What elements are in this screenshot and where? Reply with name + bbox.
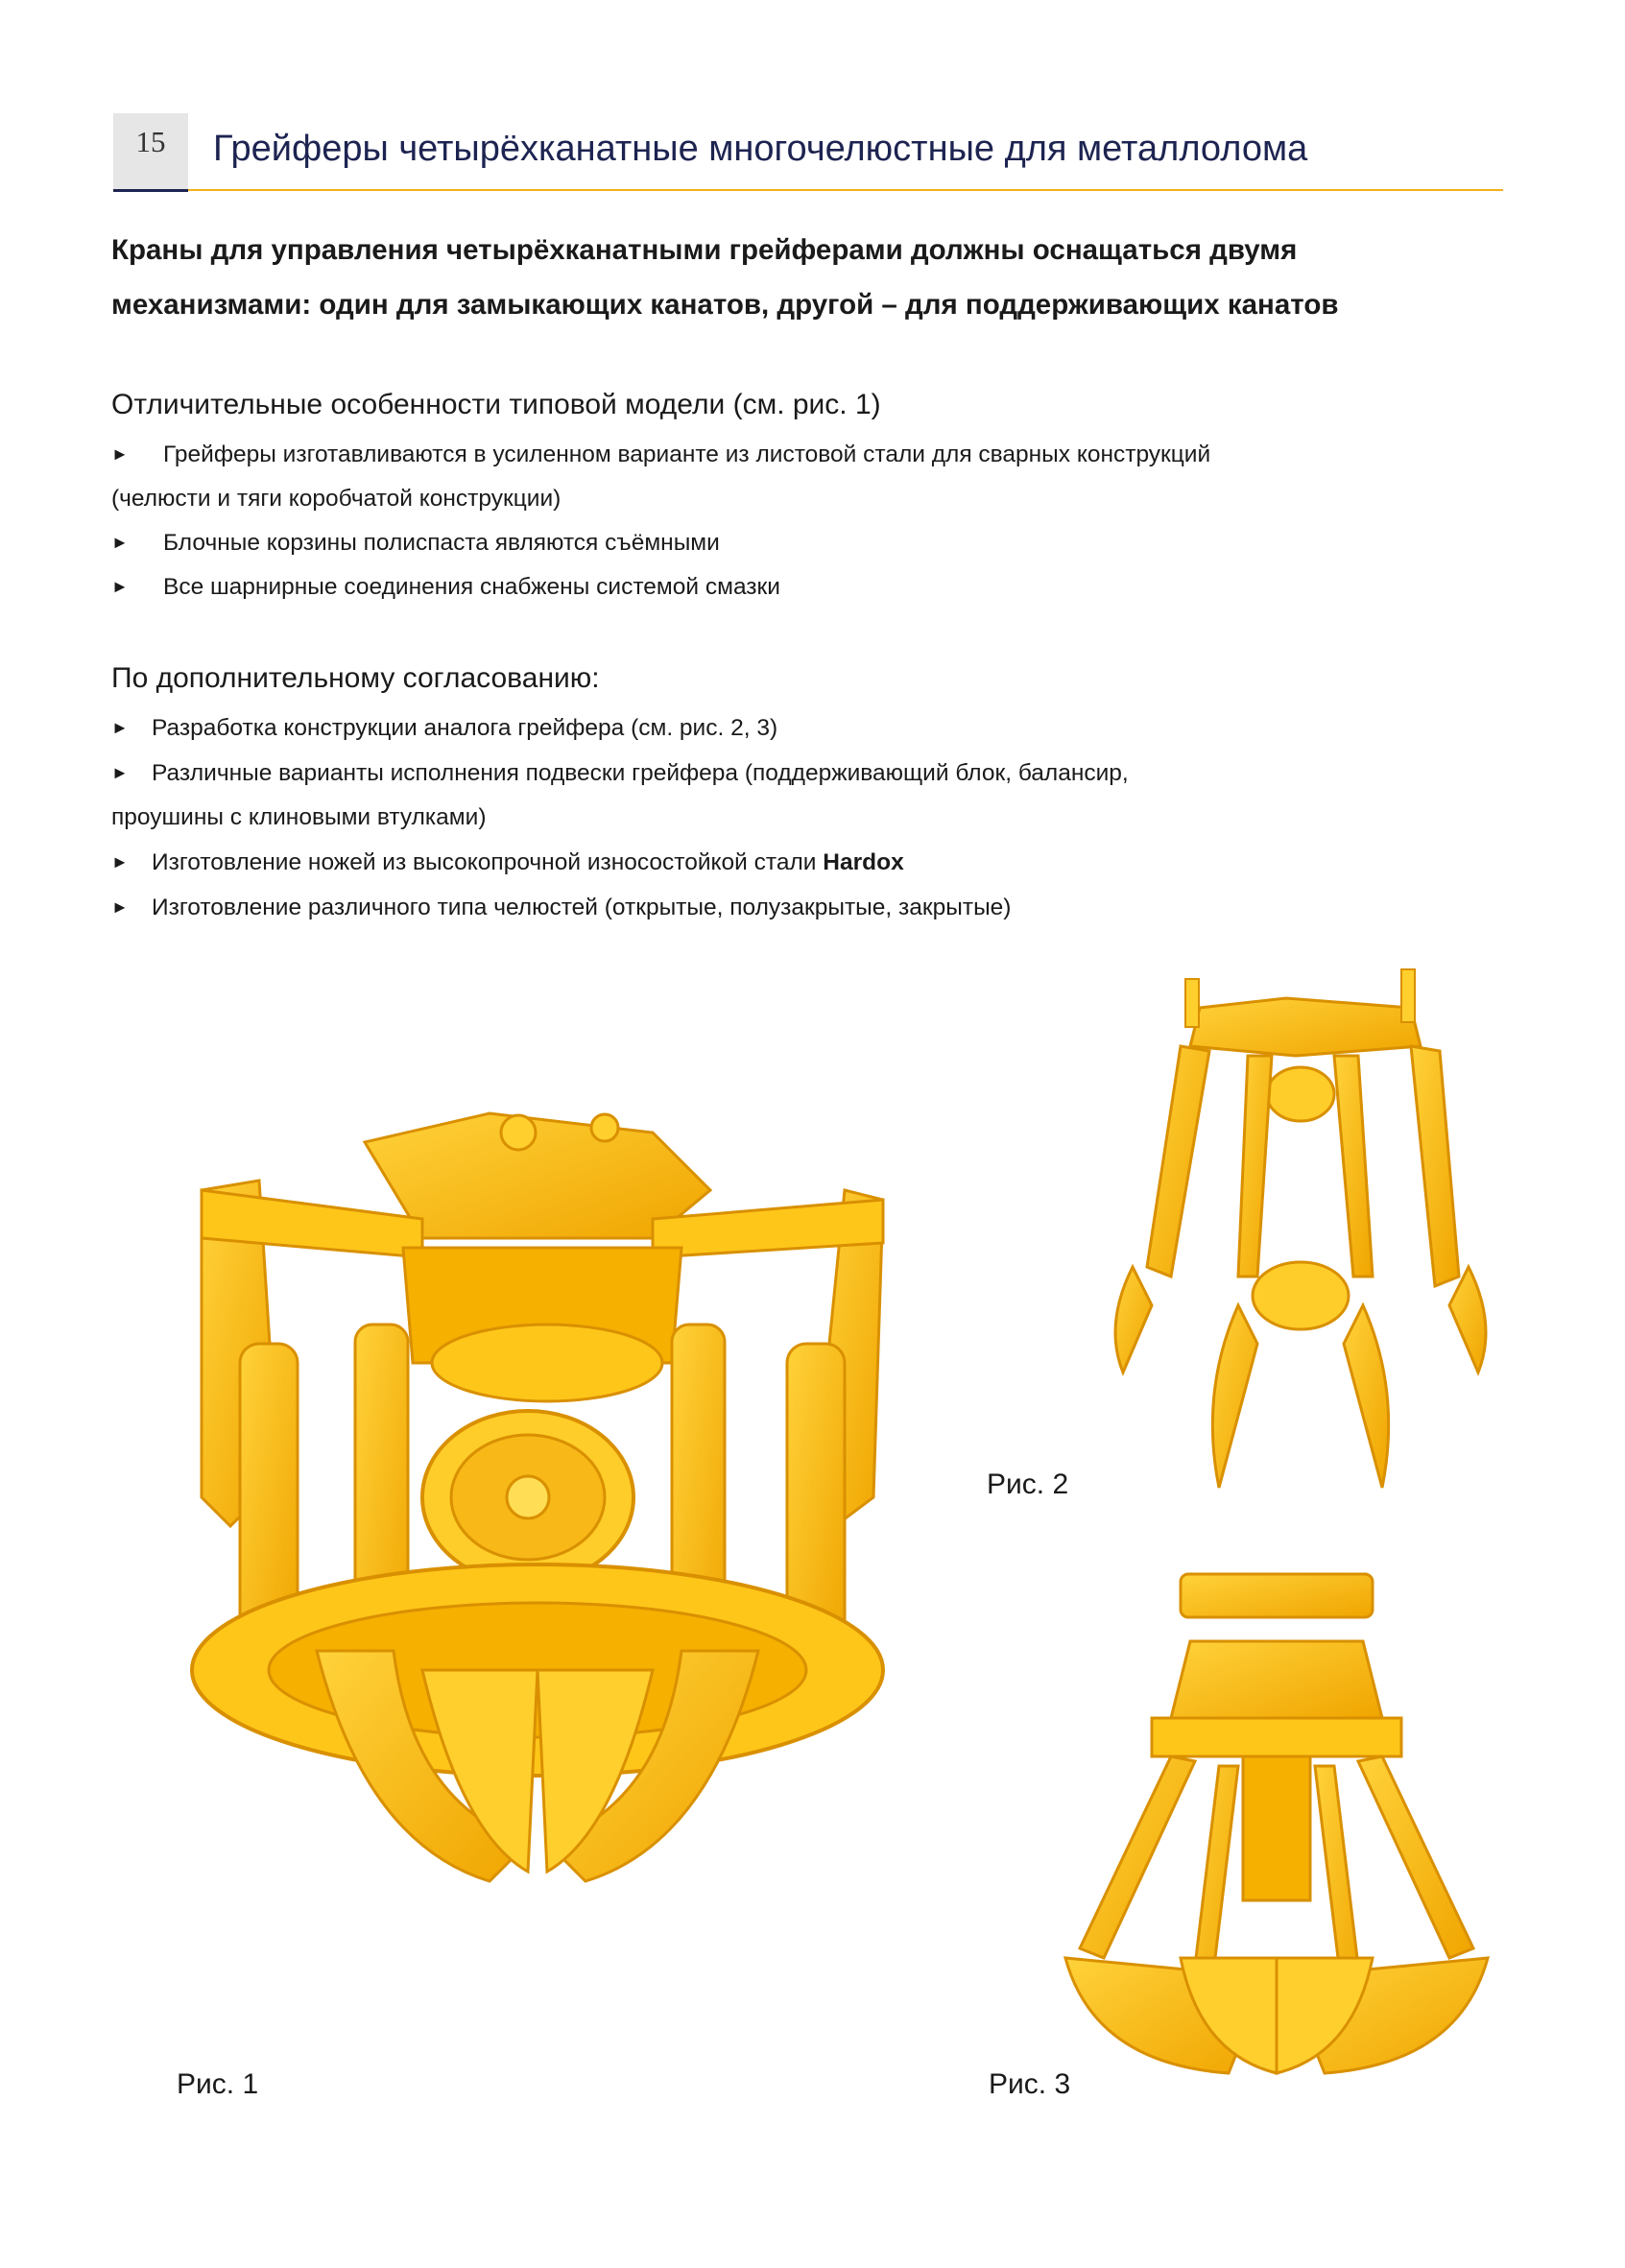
figure-3-caption: Рис. 3: [989, 2068, 1071, 2100]
intro-paragraph: [111, 223, 1513, 332]
page-number-underline: [113, 189, 188, 192]
option-item: [111, 849, 904, 876]
option-item-continuation: проушины с клиновыми втулками): [111, 804, 487, 830]
feature-item: [111, 530, 720, 557]
bullet-arrow-icon: ►: [111, 852, 129, 871]
figure-3-grab-image: [1037, 1555, 1517, 2092]
intro-line-1: Краны для управления четырёхканатными грейферами должны оснащаться двумя: [111, 234, 1298, 266]
page-number: 15: [135, 125, 166, 158]
option-item: [111, 760, 1129, 787]
intro-line-2: механизмами: один для замыкающих канатов, другой – для поддерживающих канатов: [111, 289, 1339, 321]
option-item: [111, 895, 1011, 921]
option-item-text: Различные варианты исполнения подвески грейфера (поддерживающий блок, балансир,: [152, 760, 1129, 786]
figure-2-grab-image: [1094, 960, 1507, 1507]
feature-item-continuation: (челюсти и тяги коробчатой конструкции): [111, 486, 562, 512]
bullet-arrow-icon: ►: [111, 577, 129, 596]
hardox-label: Hardox: [823, 849, 904, 875]
figure-1-caption: Рис. 1: [177, 2068, 259, 2100]
figure-1-grab-image: [173, 1075, 902, 1900]
option-item-text: Изготовление ножей из высокопрочной износостойкой стали: [152, 849, 824, 875]
features-heading: Отличительные особенности типовой модели (см. рис. 1): [111, 389, 881, 420]
option-item-text: Изготовление различного типа челюстей (открытые, полузакрытые, закрытые): [152, 895, 1012, 920]
feature-item-text: Блочные корзины полиспаста являются съёмными: [163, 530, 720, 556]
page-title: Грейферы четырёхканатные многочелюстные для металлолома: [213, 129, 1308, 169]
header-rule: [188, 189, 1503, 191]
options-heading: По дополнительному согласованию:: [111, 662, 600, 694]
feature-item-text: Все шарнирные соединения снабжены системой смазки: [163, 574, 780, 600]
feature-item: [111, 574, 780, 601]
bullet-arrow-icon: ►: [111, 533, 129, 552]
option-item-text: Разработка конструкции аналога грейфера (см. рис. 2, 3): [152, 715, 778, 741]
option-item: [111, 715, 777, 742]
bullet-arrow-icon: ►: [111, 444, 129, 464]
bullet-arrow-icon: ►: [111, 897, 129, 917]
bullet-arrow-icon: ►: [111, 718, 129, 737]
figure-2-caption: Рис. 2: [987, 1468, 1069, 1500]
feature-item-text: Грейферы изготавливаются в усиленном варианте из листовой стали для сварных конструкций: [163, 442, 1211, 467]
bullet-arrow-icon: ►: [111, 763, 129, 782]
feature-item: [111, 442, 1210, 468]
